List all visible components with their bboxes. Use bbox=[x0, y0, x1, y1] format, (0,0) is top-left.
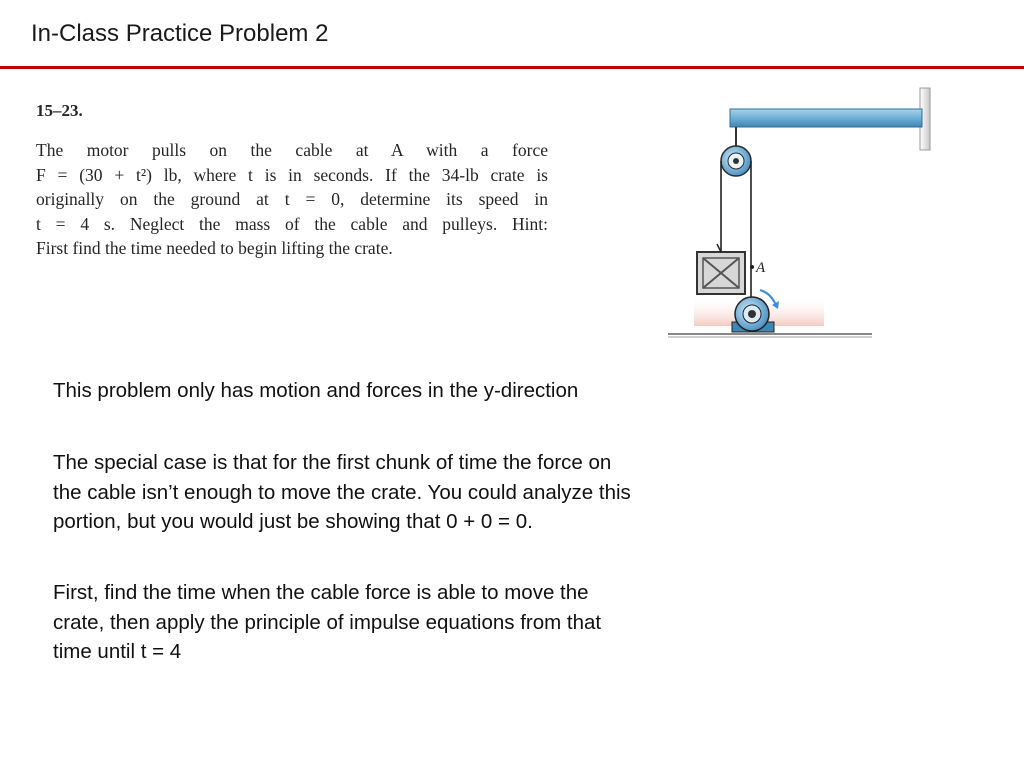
problem-statement bbox=[36, 100, 548, 261]
support-beam bbox=[730, 109, 922, 127]
note-approach bbox=[53, 578, 773, 667]
problem-line: t = 4 s. Neglect the mass of the cable and pulleys. Hint: bbox=[36, 213, 548, 234]
pulley-icon bbox=[721, 146, 751, 176]
problem-line: originally on the ground at t = 0, determine its speed in bbox=[36, 189, 548, 209]
pulley-motor-figure bbox=[660, 84, 940, 354]
point-a-label: A bbox=[756, 260, 766, 276]
problem-line: First find the time needed to begin lifting the crate. bbox=[36, 238, 393, 258]
note-line: portion, but you would just be showing that 0 + 0 = 0. bbox=[53, 510, 533, 533]
note-special-case bbox=[53, 448, 773, 537]
note-line: the cable isn’t enough to move the crate. You could analyze this bbox=[53, 480, 631, 504]
note-line: This problem only has motion and forces in the y-direction bbox=[53, 379, 579, 402]
note-line: crate, then apply the principle of impulse equations from that bbox=[53, 610, 602, 634]
slide-title: In-Class Practice Problem 2 bbox=[31, 20, 329, 47]
note-y-direction bbox=[53, 376, 773, 406]
note-line: First, find the time when the cable force is able to move the bbox=[53, 581, 589, 604]
problem-line: F = (30 + t²) lb, where t is in seconds. If the 34-lb crate is bbox=[36, 164, 548, 185]
note-line: The special case is that for the first chunk of time the force on bbox=[53, 451, 612, 474]
problem-line: The motor pulls on the cable at A with a force bbox=[36, 140, 548, 160]
title-divider bbox=[0, 66, 1024, 69]
problem-number: 15–23. bbox=[36, 101, 83, 120]
note-line: time until t = 4 bbox=[53, 640, 182, 663]
crate-icon bbox=[697, 244, 745, 294]
